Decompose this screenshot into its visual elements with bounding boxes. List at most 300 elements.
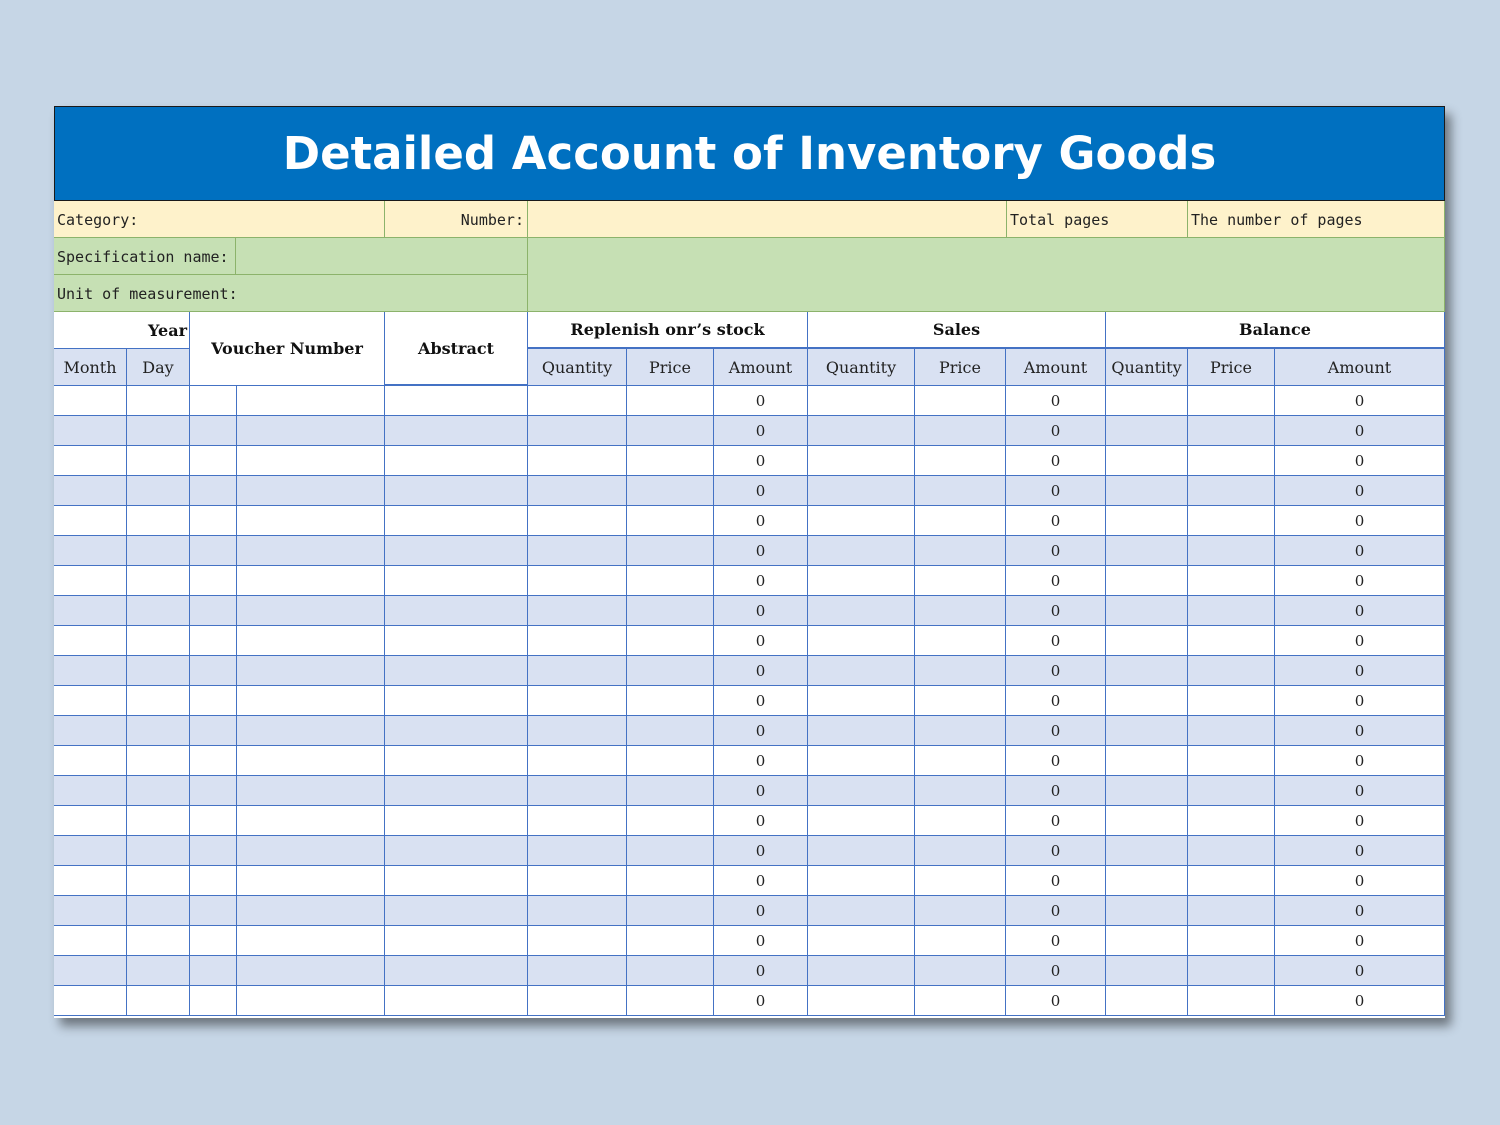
day-cell[interactable]: [127, 896, 190, 926]
balance-amount-cell[interactable]: 0: [1275, 806, 1445, 836]
sales-price-cell[interactable]: [915, 686, 1006, 716]
sales-quantity-cell[interactable]: [808, 566, 915, 596]
replenish-amount-cell[interactable]: 0: [714, 986, 808, 1016]
abstract-cell[interactable]: [385, 536, 528, 566]
replenish-amount-cell[interactable]: 0: [714, 836, 808, 866]
sales-price-cell[interactable]: [915, 656, 1006, 686]
sales-amount-cell[interactable]: 0: [1006, 476, 1106, 506]
voucher-prefix-cell[interactable]: [190, 896, 237, 926]
balance-price-cell[interactable]: [1188, 656, 1275, 686]
replenish-quantity-cell[interactable]: [528, 776, 627, 806]
replenish-quantity-cell[interactable]: [528, 656, 627, 686]
replenish-price-cell[interactable]: [627, 476, 714, 506]
day-cell[interactable]: [127, 656, 190, 686]
sales-price-cell[interactable]: [915, 596, 1006, 626]
sales-amount-cell[interactable]: 0: [1006, 866, 1106, 896]
sales-quantity-cell[interactable]: [808, 986, 915, 1016]
sales-amount-cell[interactable]: 0: [1006, 686, 1106, 716]
replenish-quantity-cell[interactable]: [528, 476, 627, 506]
specification-value-cell[interactable]: [236, 238, 528, 275]
balance-amount-cell[interactable]: 0: [1275, 626, 1445, 656]
sales-amount-cell[interactable]: 0: [1006, 716, 1106, 746]
replenish-price-cell[interactable]: [627, 896, 714, 926]
voucher-number-cell[interactable]: [237, 476, 385, 506]
sales-price-cell[interactable]: [915, 776, 1006, 806]
replenish-amount-cell[interactable]: 0: [714, 386, 808, 416]
replenish-quantity-cell[interactable]: [528, 836, 627, 866]
month-cell[interactable]: [54, 446, 127, 476]
replenish-price-cell[interactable]: [627, 926, 714, 956]
replenish-quantity-cell[interactable]: [528, 896, 627, 926]
sales-quantity-cell[interactable]: [808, 896, 915, 926]
replenish-amount-cell[interactable]: 0: [714, 926, 808, 956]
replenish-quantity-cell[interactable]: [528, 746, 627, 776]
balance-quantity-cell[interactable]: [1106, 566, 1188, 596]
balance-amount-cell[interactable]: 0: [1275, 476, 1445, 506]
month-cell[interactable]: [54, 416, 127, 446]
balance-price-cell[interactable]: [1188, 566, 1275, 596]
sales-amount-cell[interactable]: 0: [1006, 806, 1106, 836]
voucher-prefix-cell[interactable]: [190, 536, 237, 566]
voucher-prefix-cell[interactable]: [190, 686, 237, 716]
sales-quantity-cell[interactable]: [808, 446, 915, 476]
sales-amount-cell[interactable]: 0: [1006, 566, 1106, 596]
voucher-number-cell[interactable]: [237, 386, 385, 416]
balance-amount-cell[interactable]: 0: [1275, 506, 1445, 536]
sales-amount-cell[interactable]: 0: [1006, 536, 1106, 566]
sales-quantity-cell[interactable]: [808, 536, 915, 566]
replenish-price-cell[interactable]: [627, 506, 714, 536]
sales-quantity-cell[interactable]: [808, 506, 915, 536]
balance-quantity-cell[interactable]: [1106, 776, 1188, 806]
day-cell[interactable]: [127, 866, 190, 896]
day-cell[interactable]: [127, 986, 190, 1016]
replenish-price-cell[interactable]: [627, 956, 714, 986]
balance-quantity-cell[interactable]: [1106, 686, 1188, 716]
month-cell[interactable]: [54, 716, 127, 746]
replenish-quantity-cell[interactable]: [528, 386, 627, 416]
balance-quantity-cell[interactable]: [1106, 506, 1188, 536]
replenish-price-cell[interactable]: [627, 686, 714, 716]
replenish-amount-cell[interactable]: 0: [714, 956, 808, 986]
balance-price-cell[interactable]: [1188, 416, 1275, 446]
unit-label[interactable]: Unit of measurement:: [54, 275, 528, 312]
sales-price-cell[interactable]: [915, 716, 1006, 746]
replenish-quantity-cell[interactable]: [528, 416, 627, 446]
month-cell[interactable]: [54, 656, 127, 686]
replenish-amount-cell[interactable]: 0: [714, 656, 808, 686]
voucher-number-cell[interactable]: [237, 566, 385, 596]
sales-quantity-cell[interactable]: [808, 746, 915, 776]
replenish-amount-cell[interactable]: 0: [714, 446, 808, 476]
balance-quantity-cell[interactable]: [1106, 536, 1188, 566]
month-cell[interactable]: [54, 386, 127, 416]
sales-amount-cell[interactable]: 0: [1006, 446, 1106, 476]
balance-quantity-cell[interactable]: [1106, 806, 1188, 836]
abstract-cell[interactable]: [385, 776, 528, 806]
balance-price-cell[interactable]: [1188, 836, 1275, 866]
replenish-amount-cell[interactable]: 0: [714, 536, 808, 566]
replenish-price-cell[interactable]: [627, 776, 714, 806]
replenish-amount-cell[interactable]: 0: [714, 626, 808, 656]
abstract-cell[interactable]: [385, 416, 528, 446]
sales-amount-cell[interactable]: 0: [1006, 626, 1106, 656]
balance-price-cell[interactable]: [1188, 506, 1275, 536]
balance-price-cell[interactable]: [1188, 746, 1275, 776]
balance-amount-cell[interactable]: 0: [1275, 956, 1445, 986]
month-cell[interactable]: [54, 986, 127, 1016]
voucher-prefix-cell[interactable]: [190, 866, 237, 896]
balance-price-cell[interactable]: [1188, 806, 1275, 836]
sales-price-cell[interactable]: [915, 926, 1006, 956]
replenish-amount-cell[interactable]: 0: [714, 506, 808, 536]
replenish-quantity-cell[interactable]: [528, 956, 627, 986]
sales-quantity-cell[interactable]: [808, 626, 915, 656]
voucher-number-cell[interactable]: [237, 986, 385, 1016]
day-cell[interactable]: [127, 386, 190, 416]
sales-amount-cell[interactable]: 0: [1006, 416, 1106, 446]
specification-label[interactable]: Specification name:: [54, 238, 236, 275]
replenish-amount-cell[interactable]: 0: [714, 686, 808, 716]
balance-amount-cell[interactable]: 0: [1275, 686, 1445, 716]
sales-price-cell[interactable]: [915, 806, 1006, 836]
month-cell[interactable]: [54, 626, 127, 656]
sales-quantity-cell[interactable]: [808, 686, 915, 716]
replenish-price-cell[interactable]: [627, 656, 714, 686]
balance-quantity-cell[interactable]: [1106, 866, 1188, 896]
month-cell[interactable]: [54, 476, 127, 506]
replenish-price-cell[interactable]: [627, 446, 714, 476]
balance-quantity-cell[interactable]: [1106, 596, 1188, 626]
balance-price-cell[interactable]: [1188, 446, 1275, 476]
balance-price-cell[interactable]: [1188, 536, 1275, 566]
day-cell[interactable]: [127, 716, 190, 746]
sales-amount-cell[interactable]: 0: [1006, 776, 1106, 806]
voucher-number-cell[interactable]: [237, 596, 385, 626]
abstract-cell[interactable]: [385, 566, 528, 596]
sales-price-cell[interactable]: [915, 446, 1006, 476]
sales-price-cell[interactable]: [915, 476, 1006, 506]
sales-price-cell[interactable]: [915, 536, 1006, 566]
day-cell[interactable]: [127, 836, 190, 866]
voucher-number-cell[interactable]: [237, 746, 385, 776]
voucher-prefix-cell[interactable]: [190, 986, 237, 1016]
day-cell[interactable]: [127, 686, 190, 716]
voucher-number-cell[interactable]: [237, 686, 385, 716]
voucher-number-cell[interactable]: [237, 446, 385, 476]
balance-amount-cell[interactable]: 0: [1275, 596, 1445, 626]
abstract-cell[interactable]: [385, 806, 528, 836]
balance-amount-cell[interactable]: 0: [1275, 746, 1445, 776]
sales-amount-cell[interactable]: 0: [1006, 656, 1106, 686]
replenish-amount-cell[interactable]: 0: [714, 866, 808, 896]
sales-price-cell[interactable]: [915, 986, 1006, 1016]
replenish-amount-cell[interactable]: 0: [714, 416, 808, 446]
month-cell[interactable]: [54, 776, 127, 806]
balance-price-cell[interactable]: [1188, 686, 1275, 716]
abstract-cell[interactable]: [385, 446, 528, 476]
number-label[interactable]: Number:: [385, 201, 528, 238]
month-cell[interactable]: [54, 596, 127, 626]
voucher-prefix-cell[interactable]: [190, 446, 237, 476]
replenish-price-cell[interactable]: [627, 806, 714, 836]
day-cell[interactable]: [127, 446, 190, 476]
abstract-cell[interactable]: [385, 896, 528, 926]
balance-price-cell[interactable]: [1188, 956, 1275, 986]
replenish-quantity-cell[interactable]: [528, 536, 627, 566]
balance-amount-cell[interactable]: 0: [1275, 566, 1445, 596]
sales-price-cell[interactable]: [915, 566, 1006, 596]
month-cell[interactable]: [54, 536, 127, 566]
day-cell[interactable]: [127, 416, 190, 446]
voucher-prefix-cell[interactable]: [190, 956, 237, 986]
balance-quantity-cell[interactable]: [1106, 716, 1188, 746]
sales-amount-cell[interactable]: 0: [1006, 596, 1106, 626]
voucher-prefix-cell[interactable]: [190, 836, 237, 866]
abstract-cell[interactable]: [385, 986, 528, 1016]
month-cell[interactable]: [54, 686, 127, 716]
voucher-prefix-cell[interactable]: [190, 746, 237, 776]
month-cell[interactable]: [54, 896, 127, 926]
day-cell[interactable]: [127, 746, 190, 776]
balance-price-cell[interactable]: [1188, 986, 1275, 1016]
replenish-amount-cell[interactable]: 0: [714, 746, 808, 776]
balance-price-cell[interactable]: [1188, 896, 1275, 926]
month-cell[interactable]: [54, 506, 127, 536]
balance-amount-cell[interactable]: 0: [1275, 776, 1445, 806]
replenish-quantity-cell[interactable]: [528, 716, 627, 746]
voucher-number-cell[interactable]: [237, 956, 385, 986]
month-cell[interactable]: [54, 866, 127, 896]
replenish-quantity-cell[interactable]: [528, 986, 627, 1016]
day-cell[interactable]: [127, 926, 190, 956]
voucher-number-cell[interactable]: [237, 836, 385, 866]
voucher-number-cell[interactable]: [237, 506, 385, 536]
balance-amount-cell[interactable]: 0: [1275, 446, 1445, 476]
sales-amount-cell[interactable]: 0: [1006, 926, 1106, 956]
replenish-amount-cell[interactable]: 0: [714, 896, 808, 926]
number-of-pages-label[interactable]: The number of pages: [1188, 201, 1445, 238]
month-cell[interactable]: [54, 746, 127, 776]
replenish-price-cell[interactable]: [627, 986, 714, 1016]
sales-price-cell[interactable]: [915, 746, 1006, 776]
sales-price-cell[interactable]: [915, 836, 1006, 866]
balance-price-cell[interactable]: [1188, 716, 1275, 746]
replenish-price-cell[interactable]: [627, 836, 714, 866]
day-cell[interactable]: [127, 476, 190, 506]
balance-price-cell[interactable]: [1188, 626, 1275, 656]
balance-quantity-cell[interactable]: [1106, 386, 1188, 416]
abstract-cell[interactable]: [385, 956, 528, 986]
replenish-price-cell[interactable]: [627, 566, 714, 596]
day-cell[interactable]: [127, 776, 190, 806]
replenish-quantity-cell[interactable]: [528, 806, 627, 836]
voucher-number-cell[interactable]: [237, 926, 385, 956]
balance-amount-cell[interactable]: 0: [1275, 716, 1445, 746]
abstract-cell[interactable]: [385, 866, 528, 896]
abstract-cell[interactable]: [385, 596, 528, 626]
balance-amount-cell[interactable]: 0: [1275, 656, 1445, 686]
replenish-quantity-cell[interactable]: [528, 866, 627, 896]
number-value-cell[interactable]: [528, 201, 1007, 238]
sales-quantity-cell[interactable]: [808, 716, 915, 746]
replenish-price-cell[interactable]: [627, 536, 714, 566]
voucher-prefix-cell[interactable]: [190, 656, 237, 686]
day-cell[interactable]: [127, 626, 190, 656]
abstract-cell[interactable]: [385, 686, 528, 716]
voucher-prefix-cell[interactable]: [190, 806, 237, 836]
meta-green-block[interactable]: [528, 238, 1445, 312]
abstract-cell[interactable]: [385, 656, 528, 686]
balance-quantity-cell[interactable]: [1106, 926, 1188, 956]
voucher-prefix-cell[interactable]: [190, 476, 237, 506]
abstract-cell[interactable]: [385, 926, 528, 956]
voucher-number-cell[interactable]: [237, 716, 385, 746]
replenish-price-cell[interactable]: [627, 746, 714, 776]
sales-price-cell[interactable]: [915, 416, 1006, 446]
balance-price-cell[interactable]: [1188, 386, 1275, 416]
sales-amount-cell[interactable]: 0: [1006, 896, 1106, 926]
replenish-price-cell[interactable]: [627, 596, 714, 626]
voucher-number-cell[interactable]: [237, 416, 385, 446]
sales-quantity-cell[interactable]: [808, 656, 915, 686]
replenish-price-cell[interactable]: [627, 386, 714, 416]
balance-amount-cell[interactable]: 0: [1275, 896, 1445, 926]
day-cell[interactable]: [127, 506, 190, 536]
balance-amount-cell[interactable]: 0: [1275, 536, 1445, 566]
abstract-cell[interactable]: [385, 386, 528, 416]
balance-price-cell[interactable]: [1188, 476, 1275, 506]
voucher-number-cell[interactable]: [237, 896, 385, 926]
abstract-cell[interactable]: [385, 746, 528, 776]
replenish-price-cell[interactable]: [627, 866, 714, 896]
replenish-price-cell[interactable]: [627, 626, 714, 656]
abstract-cell[interactable]: [385, 506, 528, 536]
abstract-cell[interactable]: [385, 626, 528, 656]
balance-amount-cell[interactable]: 0: [1275, 416, 1445, 446]
balance-price-cell[interactable]: [1188, 866, 1275, 896]
balance-price-cell[interactable]: [1188, 596, 1275, 626]
balance-quantity-cell[interactable]: [1106, 446, 1188, 476]
voucher-number-cell[interactable]: [237, 776, 385, 806]
replenish-quantity-cell[interactable]: [528, 446, 627, 476]
sales-price-cell[interactable]: [915, 866, 1006, 896]
voucher-prefix-cell[interactable]: [190, 716, 237, 746]
day-cell[interactable]: [127, 956, 190, 986]
sales-price-cell[interactable]: [915, 506, 1006, 536]
voucher-number-cell[interactable]: [237, 536, 385, 566]
month-cell[interactable]: [54, 806, 127, 836]
sales-amount-cell[interactable]: 0: [1006, 836, 1106, 866]
replenish-quantity-cell[interactable]: [528, 626, 627, 656]
balance-amount-cell[interactable]: 0: [1275, 386, 1445, 416]
month-cell[interactable]: [54, 566, 127, 596]
voucher-prefix-cell[interactable]: [190, 626, 237, 656]
sales-quantity-cell[interactable]: [808, 416, 915, 446]
day-cell[interactable]: [127, 566, 190, 596]
balance-quantity-cell[interactable]: [1106, 746, 1188, 776]
voucher-number-cell[interactable]: [237, 806, 385, 836]
sales-quantity-cell[interactable]: [808, 956, 915, 986]
replenish-amount-cell[interactable]: 0: [714, 716, 808, 746]
balance-quantity-cell[interactable]: [1106, 986, 1188, 1016]
sales-quantity-cell[interactable]: [808, 596, 915, 626]
replenish-price-cell[interactable]: [627, 416, 714, 446]
balance-quantity-cell[interactable]: [1106, 416, 1188, 446]
voucher-prefix-cell[interactable]: [190, 776, 237, 806]
voucher-number-cell[interactable]: [237, 866, 385, 896]
balance-quantity-cell[interactable]: [1106, 896, 1188, 926]
sales-quantity-cell[interactable]: [808, 386, 915, 416]
balance-price-cell[interactable]: [1188, 926, 1275, 956]
sales-price-cell[interactable]: [915, 626, 1006, 656]
total-pages-label[interactable]: Total pages: [1007, 201, 1188, 238]
sales-quantity-cell[interactable]: [808, 476, 915, 506]
replenish-quantity-cell[interactable]: [528, 506, 627, 536]
balance-amount-cell[interactable]: 0: [1275, 986, 1445, 1016]
replenish-price-cell[interactable]: [627, 716, 714, 746]
sales-quantity-cell[interactable]: [808, 866, 915, 896]
voucher-prefix-cell[interactable]: [190, 596, 237, 626]
replenish-amount-cell[interactable]: 0: [714, 476, 808, 506]
voucher-prefix-cell[interactable]: [190, 386, 237, 416]
replenish-quantity-cell[interactable]: [528, 686, 627, 716]
balance-quantity-cell[interactable]: [1106, 656, 1188, 686]
day-cell[interactable]: [127, 536, 190, 566]
voucher-prefix-cell[interactable]: [190, 926, 237, 956]
replenish-quantity-cell[interactable]: [528, 596, 627, 626]
sales-price-cell[interactable]: [915, 896, 1006, 926]
sales-price-cell[interactable]: [915, 956, 1006, 986]
abstract-cell[interactable]: [385, 476, 528, 506]
day-cell[interactable]: [127, 806, 190, 836]
category-label[interactable]: Category:: [54, 201, 385, 238]
balance-price-cell[interactable]: [1188, 776, 1275, 806]
abstract-cell[interactable]: [385, 836, 528, 866]
voucher-number-cell[interactable]: [237, 656, 385, 686]
replenish-amount-cell[interactable]: 0: [714, 566, 808, 596]
day-cell[interactable]: [127, 596, 190, 626]
replenish-quantity-cell[interactable]: [528, 566, 627, 596]
balance-quantity-cell[interactable]: [1106, 836, 1188, 866]
month-cell[interactable]: [54, 956, 127, 986]
sales-quantity-cell[interactable]: [808, 776, 915, 806]
replenish-quantity-cell[interactable]: [528, 926, 627, 956]
voucher-number-cell[interactable]: [237, 626, 385, 656]
replenish-amount-cell[interactable]: 0: [714, 776, 808, 806]
sales-amount-cell[interactable]: 0: [1006, 986, 1106, 1016]
sales-price-cell[interactable]: [915, 386, 1006, 416]
balance-amount-cell[interactable]: 0: [1275, 926, 1445, 956]
replenish-amount-cell[interactable]: 0: [714, 596, 808, 626]
balance-quantity-cell[interactable]: [1106, 956, 1188, 986]
voucher-prefix-cell[interactable]: [190, 416, 237, 446]
balance-quantity-cell[interactable]: [1106, 476, 1188, 506]
abstract-cell[interactable]: [385, 716, 528, 746]
sales-amount-cell[interactable]: 0: [1006, 506, 1106, 536]
balance-amount-cell[interactable]: 0: [1275, 836, 1445, 866]
balance-amount-cell[interactable]: 0: [1275, 866, 1445, 896]
sales-amount-cell[interactable]: 0: [1006, 386, 1106, 416]
voucher-prefix-cell[interactable]: [190, 566, 237, 596]
sales-amount-cell[interactable]: 0: [1006, 746, 1106, 776]
sales-quantity-cell[interactable]: [808, 836, 915, 866]
month-cell[interactable]: [54, 926, 127, 956]
month-cell[interactable]: [54, 836, 127, 866]
balance-quantity-cell[interactable]: [1106, 626, 1188, 656]
sales-amount-cell[interactable]: 0: [1006, 956, 1106, 986]
replenish-amount-cell[interactable]: 0: [714, 806, 808, 836]
